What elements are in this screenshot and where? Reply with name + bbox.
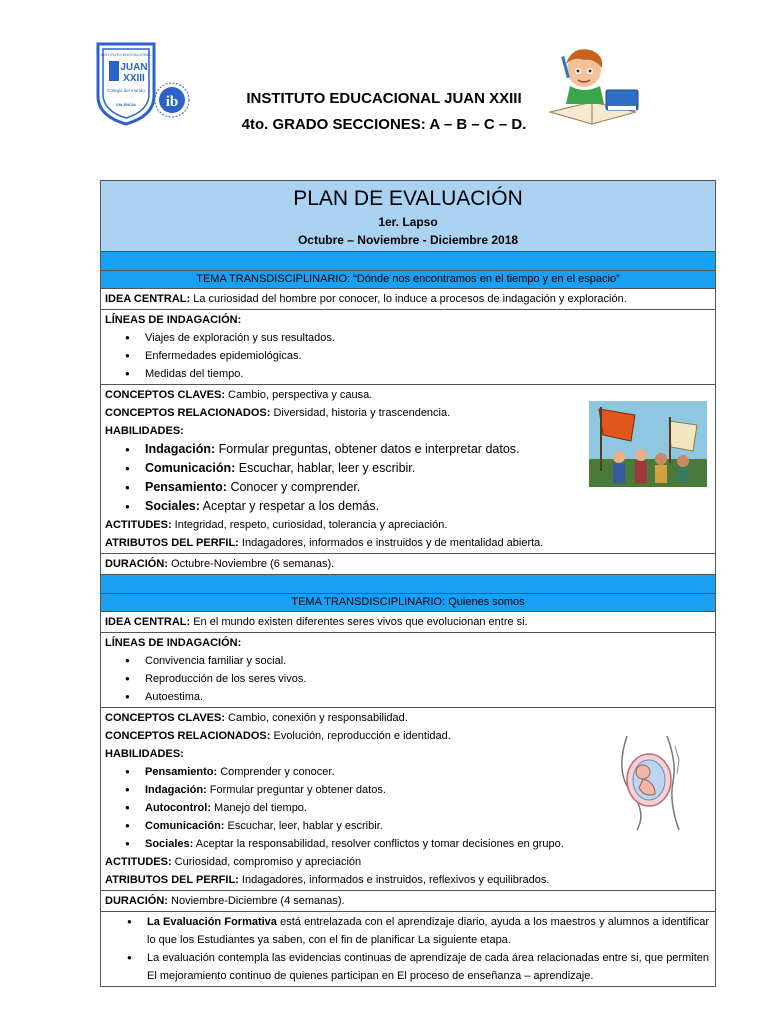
theme2-hab-label: HABILIDADES: — [105, 748, 184, 760]
theme2-details-row — [101, 708, 715, 891]
theme2-tema-value: Quienes somos — [445, 596, 525, 608]
hab-value: Comprender y conocer. — [217, 766, 335, 778]
hab-label: Comunicación: — [145, 820, 225, 832]
theme2-cc-value: Cambio, conexión y responsabilidad. — [225, 712, 408, 724]
hab-value: Escuchar, leer, hablar y escribir. — [224, 820, 383, 832]
theme1-cr-label: CONCEPTOS RELACIONADOS: — [105, 407, 271, 419]
hab-label: Autocontrol: — [145, 802, 211, 814]
theme1-duracion-row — [101, 554, 715, 575]
blue-band — [101, 575, 715, 594]
hab-value: Escuchar, hablar, leer y escribir. — [235, 461, 416, 475]
hab-label: Sociales: — [145, 499, 200, 513]
student-reading-illustration — [544, 42, 644, 130]
theme2-cc-label: CONCEPTOS CLAVES: — [105, 712, 225, 724]
svg-text:JUAN: JUAN — [120, 62, 148, 73]
theme2-cr-label: CONCEPTOS RELACIONADOS: — [105, 730, 271, 742]
plan-title: PLAN DE EVALUACIÓN — [293, 187, 523, 210]
theme1-act-label: ACTITUDES: — [105, 519, 172, 531]
explorers-ships-illustration — [589, 401, 707, 487]
theme2-dur-label: DURACIÓN: — [105, 895, 168, 907]
svg-text:Colegio del mundo: Colegio del mundo — [107, 88, 145, 93]
note-item — [147, 949, 709, 985]
theme1-idea-label: IDEA CENTRAL: — [105, 293, 191, 305]
theme2-act-label: ACTITUDES: — [105, 856, 172, 868]
school-logo — [94, 40, 158, 126]
theme2-lineas-row — [101, 633, 715, 708]
theme1-act-value: Integridad, respeto, curiosidad, tolerancia y apreciación. — [171, 519, 448, 531]
theme1-tema-value: “Dónde nos encontramos en el tiempo y en el espacio” — [350, 273, 620, 285]
blue-band — [101, 252, 715, 271]
hab-label: Indagación: — [145, 442, 216, 456]
theme2-title-row — [101, 594, 715, 612]
theme2-linea-item: ● Convivencia familiar y social. — [145, 652, 711, 670]
theme1-details-row — [101, 385, 715, 554]
theme1-lineas-row — [101, 310, 715, 385]
theme1-linea-item: ● Enfermedades epidemiológicas. — [145, 347, 711, 365]
theme1-linea-item: ● Medidas del tiempo. — [145, 365, 711, 383]
theme2-duracion-row — [101, 891, 715, 912]
theme2-linea-item: ● Autoestima. — [145, 688, 711, 706]
theme2-hab-item — [145, 835, 711, 853]
hab-value: Aceptar la responsabilidad, resolver conflictos y tomar decisiones en grupo. — [193, 838, 564, 850]
theme2-linea-item: ● Reproducción de los seres vivos. — [145, 670, 711, 688]
theme2-idea-value: En el mundo existen diferentes seres vivos que evolucionan entre si. — [190, 616, 528, 628]
theme1-title-row — [101, 271, 715, 289]
theme1-attr-value: Indagadores, informados e instruidos y de mentalidad abierta. — [238, 537, 544, 549]
theme1-tema-label: TEMA TRANSDISCIPLINARIO: — [196, 273, 351, 285]
theme1-hab-label: HABILIDADES: — [105, 425, 184, 437]
institute-name: INSTITUTO EDUCACIONAL JUAN XXIII — [246, 90, 522, 107]
svg-text:XXIII: XXIII — [123, 73, 145, 84]
theme1-dur-value: Octubre-Noviembre (6 semanas). — [167, 558, 335, 570]
lapso-label: 1er. Lapso — [378, 215, 438, 229]
theme1-attr-label: ATRIBUTOS DEL PERFIL: — [105, 537, 239, 549]
theme2-tema-label: TEMA TRANSDISCIPLINARIO: — [291, 596, 446, 608]
plan-title-box — [101, 181, 715, 252]
hab-label: Pensamiento: — [145, 766, 218, 778]
theme1-lineas-label: LÍNEAS DE INDAGACIÓN: — [105, 314, 242, 326]
note-value: La evaluación contempla las evidencias continuas de aprendizaje de cada área relacionadas entre si, que permiten El mejoramiento continuo de quienes participan en El proceso de enseñanza – aprendizaje. — [147, 952, 709, 982]
theme2-dur-value: Noviembre-Diciembre (4 semanas). — [167, 895, 345, 907]
theme2-lineas-label: LÍNEAS DE INDAGACIÓN: — [105, 637, 242, 649]
theme2-attr-label: ATRIBUTOS DEL PERFIL: — [105, 874, 239, 886]
theme2-cr-value: Evolución, reproducción e identidad. — [270, 730, 451, 742]
hab-label: Indagación: — [145, 784, 207, 796]
hab-label: Pensamiento: — [145, 480, 227, 494]
theme1-idea-row — [101, 289, 715, 310]
svg-text:INSTITUTO EDUCACIONAL: INSTITUTO EDUCACIONAL — [100, 52, 152, 57]
theme2-idea-label: IDEA CENTRAL: — [105, 616, 191, 628]
grade-sections: 4to. GRADO SECCIONES: A – B – C – D. — [241, 116, 527, 133]
page-header — [0, 0, 768, 170]
notes-row — [101, 912, 715, 986]
theme1-dur-label: DURACIÓN: — [105, 558, 168, 570]
hab-label: Comunicación: — [145, 461, 236, 475]
theme2-act-value: Curiosidad, compromiso y apreciación — [171, 856, 362, 868]
theme2-attr-value: Indagadores, informados e instruidos, reflexivos y equilibrados. — [238, 874, 550, 886]
hab-value: Manejo del tiempo. — [210, 802, 307, 814]
months-label: Octubre – Noviembre - Diciembre 2018 — [297, 233, 519, 247]
note-label: La Evaluación Formativa — [147, 916, 277, 928]
pregnancy-diagram-illustration — [607, 732, 697, 832]
hab-value: Aceptar y respetar a los demás. — [199, 499, 380, 513]
hab-label: Sociales: — [145, 838, 194, 850]
note-item — [147, 913, 709, 949]
theme1-idea-value: La curiosidad del hombre por conocer, lo induce a procesos de indagación y exploración. — [190, 293, 627, 305]
hab-value: Conocer y comprender. — [226, 480, 361, 494]
theme1-cc-value: Cambio, perspectiva y causa. — [225, 389, 373, 401]
evaluation-plan-table — [100, 180, 716, 987]
theme1-hab-item — [145, 497, 711, 516]
theme1-cr-value: Diversidad, historia y trascendencia. — [270, 407, 451, 419]
theme1-cc-label: CONCEPTOS CLAVES: — [105, 389, 225, 401]
note-value: está entrelazada con el aprendizaje diario, ayuda a los maestros y alumnos a identificar lo que los Estudiantes ya saben, con el fin de planificar La siguiente etapa. — [147, 916, 709, 946]
hab-value: Formular preguntas, obtener datos e interpretar datos. — [215, 442, 520, 456]
theme2-idea-row — [101, 612, 715, 633]
theme1-linea-item: ● Viajes de exploración y sus resultados. — [145, 329, 711, 347]
svg-text:VALENCIA: VALENCIA — [115, 102, 137, 107]
hab-value: Formular preguntar y obtener datos. — [206, 784, 386, 796]
svg-text:ib: ib — [165, 94, 179, 110]
